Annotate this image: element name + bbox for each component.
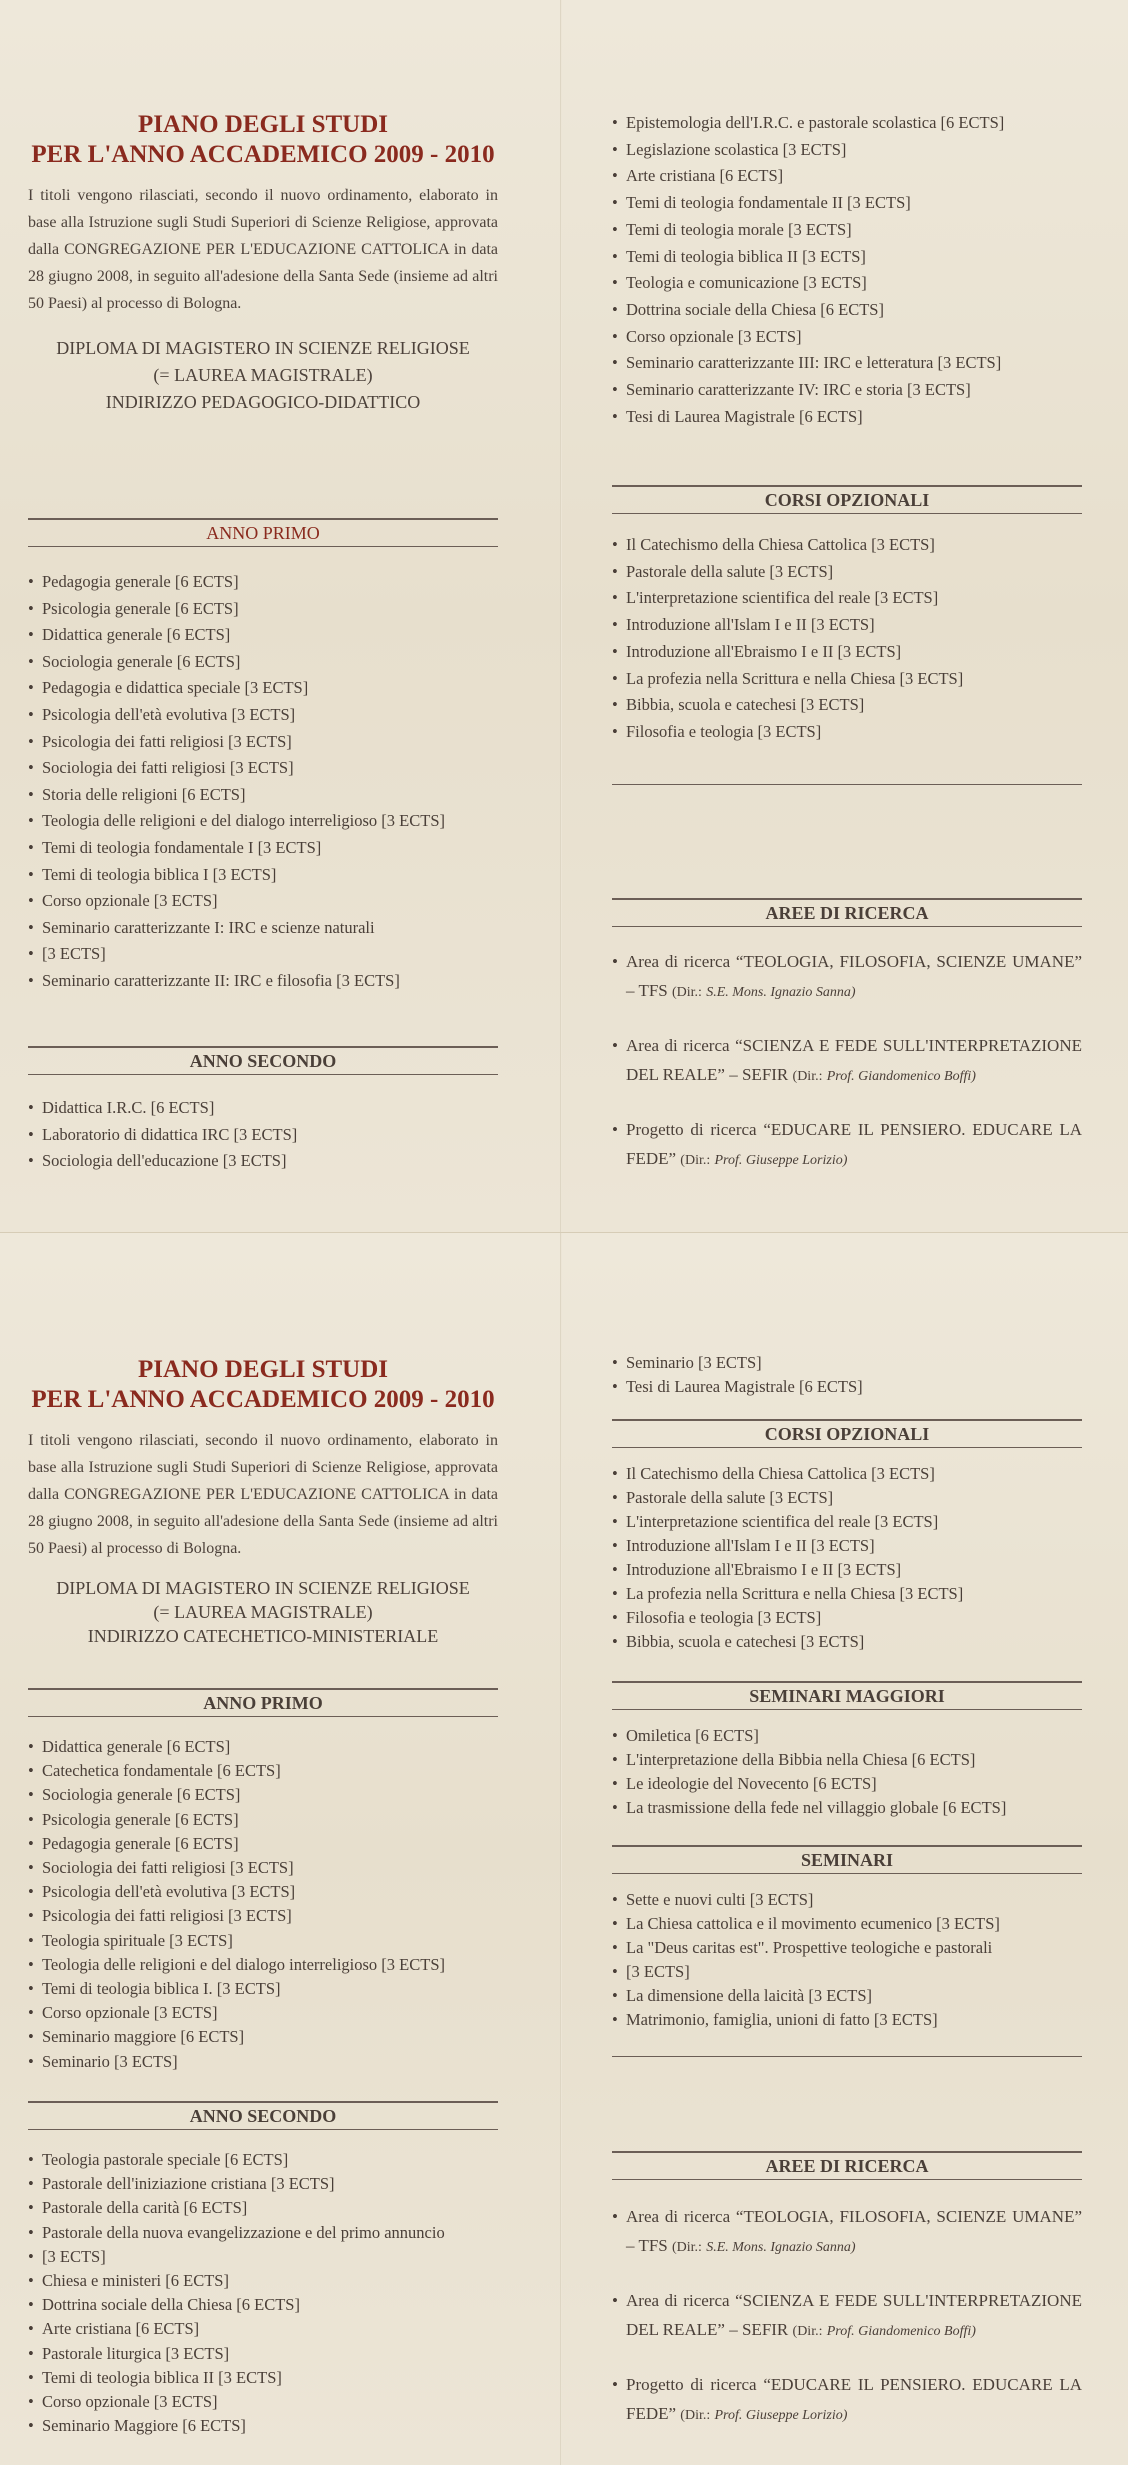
list-item: • Introduzione all'Ebraismo I e II [3 ECTS] <box>612 639 1082 666</box>
research-item: • Area di ricerca “SCIENZA E FEDE SULL'INTERPRETAZIONE DEL REALE” – SEFIR (Dir.: Prof. Giandomenico Boffi) <box>612 2286 1082 2346</box>
list-item: • Tesi di Laurea Magistrale [6 ECTS] <box>612 1375 1082 1399</box>
section-heading: SEMINARI <box>612 1845 1082 1874</box>
section-heading: ANNO PRIMO <box>28 518 498 547</box>
list-item: • Seminario caratterizzante I: IRC e scienze naturali <box>28 915 498 942</box>
research-item: • Progetto di ricerca “EDUCARE IL PENSIERO. EDUCARE LA FEDE” (Dir.: Prof. Giuseppe Lorizio) <box>612 1115 1082 1175</box>
list-item: • Sette e nuovi culti [3 ECTS] <box>612 1888 1082 1912</box>
list-item: • La "Deus caritas est". Prospettive teologiche e pastorali <box>612 1936 1082 1960</box>
list-item: • Seminario Maggiore [6 ECTS] <box>28 2414 498 2438</box>
list-item: • Corso opzionale [3 ECTS] <box>612 324 1082 351</box>
list-item: • Psicologia dell'età evolutiva [3 ECTS] <box>28 702 498 729</box>
anno-primo-section <box>28 1688 498 2074</box>
course-list <box>28 1095 498 1175</box>
list-item: • Sociologia generale [6 ECTS] <box>28 649 498 676</box>
list-item: • Introduzione all'Ebraismo I e II [3 ECTS] <box>612 1558 1082 1582</box>
intro-text: I titoli vengono rilasciati, secondo il nuovo ordinamento, elaborato in base alla Istruzione sugli Studi Superiori di Scienze Religiose, approvata dalla CONGREGAZIONE PER L'EDUCAZIONE CATTOLICA in data 28 giugno 2008, in seguito all'adesione della Santa Sede (insieme ad altri 50 Paesi) al processo di Bologna. <box>28 187 498 312</box>
research-item: • Progetto di ricerca “EDUCARE IL PENSIERO. EDUCARE LA FEDE” (Dir.: Prof. Giuseppe Lorizio) <box>612 2370 1082 2430</box>
left-column <box>28 1355 498 1648</box>
list-item: • Pastorale della salute [3 ECTS] <box>612 559 1082 586</box>
list-item: • Filosofia e teologia [3 ECTS] <box>612 1606 1082 1630</box>
page-title: PIANO DEGLI STUDI PER L'ANNO ACCADEMICO 2009 - 2010 <box>31 1356 495 1413</box>
section-heading: AREE DI RICERCA <box>612 898 1082 927</box>
divider <box>612 2056 1082 2057</box>
list-item: • Pedagogia generale [6 ECTS] <box>28 569 498 596</box>
list-item: • Sociologia generale [6 ECTS] <box>28 1783 498 1807</box>
research-item: • Area di ricerca “TEOLOGIA, FILOSOFIA, SCIENZE UMANE” – TFS (Dir.: S.E. Mons. Ignazio Sanna) <box>612 2202 1082 2262</box>
aree-ricerca-section <box>612 898 1082 1175</box>
anno-primo-section <box>28 518 498 995</box>
list-item: • Dottrina sociale della Chiesa [6 ECTS] <box>28 2293 498 2317</box>
list-item: • Pastorale liturgica [3 ECTS] <box>28 2342 498 2366</box>
anno-secondo-section <box>28 1046 498 1175</box>
diploma-heading: DIPLOMA DI MAGISTERO IN SCIENZE RELIGIOSE (= LAUREA MAGISTRALE) INDIRIZZO CATECHETICO-MINISTERIALE <box>56 1578 470 1646</box>
page-1 <box>0 0 1128 1232</box>
fold-line <box>560 0 562 1232</box>
list-item: • Seminario [3 ECTS] <box>612 1351 1082 1375</box>
list-item: • Pastorale della nuova evangelizzazione e del primo annuncio <box>28 2221 498 2245</box>
list-item: • La profezia nella Scrittura e nella Chiesa [3 ECTS] <box>612 1582 1082 1606</box>
list-item: • Pastorale della salute [3 ECTS] <box>612 1486 1082 1510</box>
course-list <box>28 569 498 995</box>
list-item: • Temi di teologia fondamentale II [3 ECTS] <box>612 190 1082 217</box>
list-item: • Temi di teologia biblica I. [3 ECTS] <box>28 1977 498 2001</box>
research-list <box>612 2202 1082 2430</box>
list-item: • Teologia delle religioni e del dialogo interreligioso [3 ECTS] <box>28 1953 498 1977</box>
list-item: • L'interpretazione della Bibbia nella Chiesa [6 ECTS] <box>612 1748 1082 1772</box>
list-item: • Didattica I.R.C. [6 ECTS] <box>28 1095 498 1122</box>
page-title: PIANO DEGLI STUDI PER L'ANNO ACCADEMICO 2009 - 2010 <box>31 111 495 168</box>
seminari-maggiori-section <box>612 1681 1082 1820</box>
list-item: • Didattica generale [6 ECTS] <box>28 1735 498 1759</box>
list-item: • La trasmissione della fede nel villaggio globale [6 ECTS] <box>612 1796 1082 1820</box>
course-list <box>612 532 1082 746</box>
section-heading: ANNO SECONDO <box>28 2101 498 2130</box>
list-item: • Omiletica [6 ECTS] <box>612 1724 1082 1748</box>
course-list <box>28 2148 498 2438</box>
list-item: • Matrimonio, famiglia, unioni di fatto [3 ECTS] <box>612 2008 1082 2032</box>
list-item: • Psicologia generale [6 ECTS] <box>28 596 498 623</box>
course-list <box>612 1888 1082 2032</box>
corsi-opzionali-section <box>612 485 1082 785</box>
list-item: • Sociologia dell'educazione [3 ECTS] <box>28 1148 498 1175</box>
list-item: • L'interpretazione scientifica del reale [3 ECTS] <box>612 1510 1082 1534</box>
list-item: • Epistemologia dell'I.R.C. e pastorale scolastica [6 ECTS] <box>612 110 1082 137</box>
section-heading: ANNO PRIMO <box>28 1688 498 1717</box>
section-heading: ANNO SECONDO <box>28 1046 498 1075</box>
diploma-heading: DIPLOMA DI MAGISTERO IN SCIENZE RELIGIOSE (= LAUREA MAGISTRALE) INDIRIZZO PEDAGOGICO-DIDATTICO <box>56 338 470 412</box>
list-item: • Teologia e comunicazione [3 ECTS] <box>612 270 1082 297</box>
list-item: • Corso opzionale [3 ECTS] <box>28 2001 498 2025</box>
research-item: • Area di ricerca “SCIENZA E FEDE SULL'INTERPRETAZIONE DEL REALE” – SEFIR (Dir.: Prof. Giandomenico Boffi) <box>612 1031 1082 1091</box>
list-item-continuation: • [3 ECTS] <box>612 1960 1082 1984</box>
list-item: • Psicologia dei fatti religiosi [3 ECTS] <box>28 729 498 756</box>
course-list <box>612 1351 1082 1399</box>
section-heading: CORSI OPZIONALI <box>612 485 1082 514</box>
list-item: • Laboratorio di didattica IRC [3 ECTS] <box>28 1122 498 1149</box>
list-item: • Arte cristiana [6 ECTS] <box>28 2317 498 2341</box>
course-list <box>612 1462 1082 1654</box>
list-item: • Corso opzionale [3 ECTS] <box>28 888 498 915</box>
corsi-opzionali-section <box>612 1419 1082 1654</box>
list-item: • Teologia pastorale speciale [6 ECTS] <box>28 2148 498 2172</box>
list-item: • Didattica generale [6 ECTS] <box>28 622 498 649</box>
list-item: • Teologia spirituale [3 ECTS] <box>28 1929 498 1953</box>
list-item: • Bibbia, scuola e catechesi [3 ECTS] <box>612 692 1082 719</box>
section-heading: CORSI OPZIONALI <box>612 1419 1082 1448</box>
list-item: • Catechetica fondamentale [6 ECTS] <box>28 1759 498 1783</box>
list-item: • Psicologia generale [6 ECTS] <box>28 1808 498 1832</box>
section-heading: AREE DI RICERCA <box>612 2151 1082 2180</box>
list-item: • Seminario [3 ECTS] <box>28 2050 498 2074</box>
intro-text: I titoli vengono rilasciati, secondo il nuovo ordinamento, elaborato in base alla Istruzione sugli Studi Superiori di Scienze Religiose, approvata dalla CONGREGAZIONE PER L'EDUCAZIONE CATTOLICA in data 28 giugno 2008, in seguito all'adesione della Santa Sede (insieme ad altri 50 Paesi) al processo di Bologna. <box>28 1432 498 1557</box>
list-item: • Pedagogia generale [6 ECTS] <box>28 1832 498 1856</box>
list-item-continuation: • [3 ECTS] <box>28 941 498 968</box>
list-item: • Sociologia dei fatti religiosi [3 ECTS] <box>28 1856 498 1880</box>
list-item: • Seminario caratterizzante III: IRC e letteratura [3 ECTS] <box>612 350 1082 377</box>
list-item: • Temi di teologia fondamentale I [3 ECTS] <box>28 835 498 862</box>
list-item: • Introduzione all'Islam I e II [3 ECTS] <box>612 612 1082 639</box>
list-item: • Bibbia, scuola e catechesi [3 ECTS] <box>612 1630 1082 1654</box>
list-item: • Arte cristiana [6 ECTS] <box>612 163 1082 190</box>
list-item: • Dottrina sociale della Chiesa [6 ECTS] <box>612 297 1082 324</box>
seminari-section <box>612 1845 1082 2057</box>
list-item: • Pastorale della carità [6 ECTS] <box>28 2196 498 2220</box>
list-item: • Psicologia dei fatti religiosi [3 ECTS] <box>28 1904 498 1928</box>
list-item-continuation: • [3 ECTS] <box>28 2245 498 2269</box>
list-item: • Seminario caratterizzante IV: IRC e storia [3 ECTS] <box>612 377 1082 404</box>
anno-secondo-section <box>28 2101 498 2438</box>
research-item: • Area di ricerca “TEOLOGIA, FILOSOFIA, SCIENZE UMANE” – TFS (Dir.: S.E. Mons. Ignazio Sanna) <box>612 947 1082 1007</box>
list-item: • Temi di teologia biblica I [3 ECTS] <box>28 862 498 889</box>
section-heading: SEMINARI MAGGIORI <box>612 1681 1082 1710</box>
list-item: • Teologia delle religioni e del dialogo interreligioso [3 ECTS] <box>28 808 498 835</box>
left-column <box>28 110 498 416</box>
right-column <box>612 110 1082 430</box>
list-item: • Temi di teologia biblica II [3 ECTS] <box>28 2366 498 2390</box>
list-item: • La profezia nella Scrittura e nella Chiesa [3 ECTS] <box>612 666 1082 693</box>
list-item: • La dimensione della laicità [3 ECTS] <box>612 1984 1082 2008</box>
course-list <box>28 1735 498 2074</box>
list-item: • Storia delle religioni [6 ECTS] <box>28 782 498 809</box>
aree-ricerca-section <box>612 2151 1082 2430</box>
list-item: • Il Catechismo della Chiesa Cattolica [3 ECTS] <box>612 532 1082 559</box>
list-item: • Seminario caratterizzante II: IRC e filosofia [3 ECTS] <box>28 968 498 995</box>
right-column <box>612 1351 1082 1399</box>
page-2 <box>0 1232 1128 2465</box>
list-item: • Pedagogia e didattica speciale [3 ECTS] <box>28 675 498 702</box>
list-item: • La Chiesa cattolica e il movimento ecumenico [3 ECTS] <box>612 1912 1082 1936</box>
list-item: • Introduzione all'Islam I e II [3 ECTS] <box>612 1534 1082 1558</box>
list-item: • Le ideologie del Novecento [6 ECTS] <box>612 1772 1082 1796</box>
fold-line <box>560 1233 562 2465</box>
list-item: • Pastorale dell'iniziazione cristiana [3 ECTS] <box>28 2172 498 2196</box>
research-list <box>612 947 1082 1175</box>
divider <box>612 784 1082 785</box>
course-list <box>612 1724 1082 1820</box>
list-item: • Temi di teologia biblica II [3 ECTS] <box>612 244 1082 271</box>
list-item: • Seminario maggiore [6 ECTS] <box>28 2025 498 2049</box>
list-item: • Tesi di Laurea Magistrale [6 ECTS] <box>612 404 1082 431</box>
list-item: • Il Catechismo della Chiesa Cattolica [3 ECTS] <box>612 1462 1082 1486</box>
list-item: • Temi di teologia morale [3 ECTS] <box>612 217 1082 244</box>
list-item: • Legislazione scolastica [3 ECTS] <box>612 137 1082 164</box>
list-item: • Chiesa e ministeri [6 ECTS] <box>28 2269 498 2293</box>
course-list <box>612 110 1082 430</box>
list-item: • Corso opzionale [3 ECTS] <box>28 2390 498 2414</box>
list-item: • Sociologia dei fatti religiosi [3 ECTS] <box>28 755 498 782</box>
list-item: • Filosofia e teologia [3 ECTS] <box>612 719 1082 746</box>
list-item: • Psicologia dell'età evolutiva [3 ECTS] <box>28 1880 498 1904</box>
list-item: • L'interpretazione scientifica del reale [3 ECTS] <box>612 585 1082 612</box>
